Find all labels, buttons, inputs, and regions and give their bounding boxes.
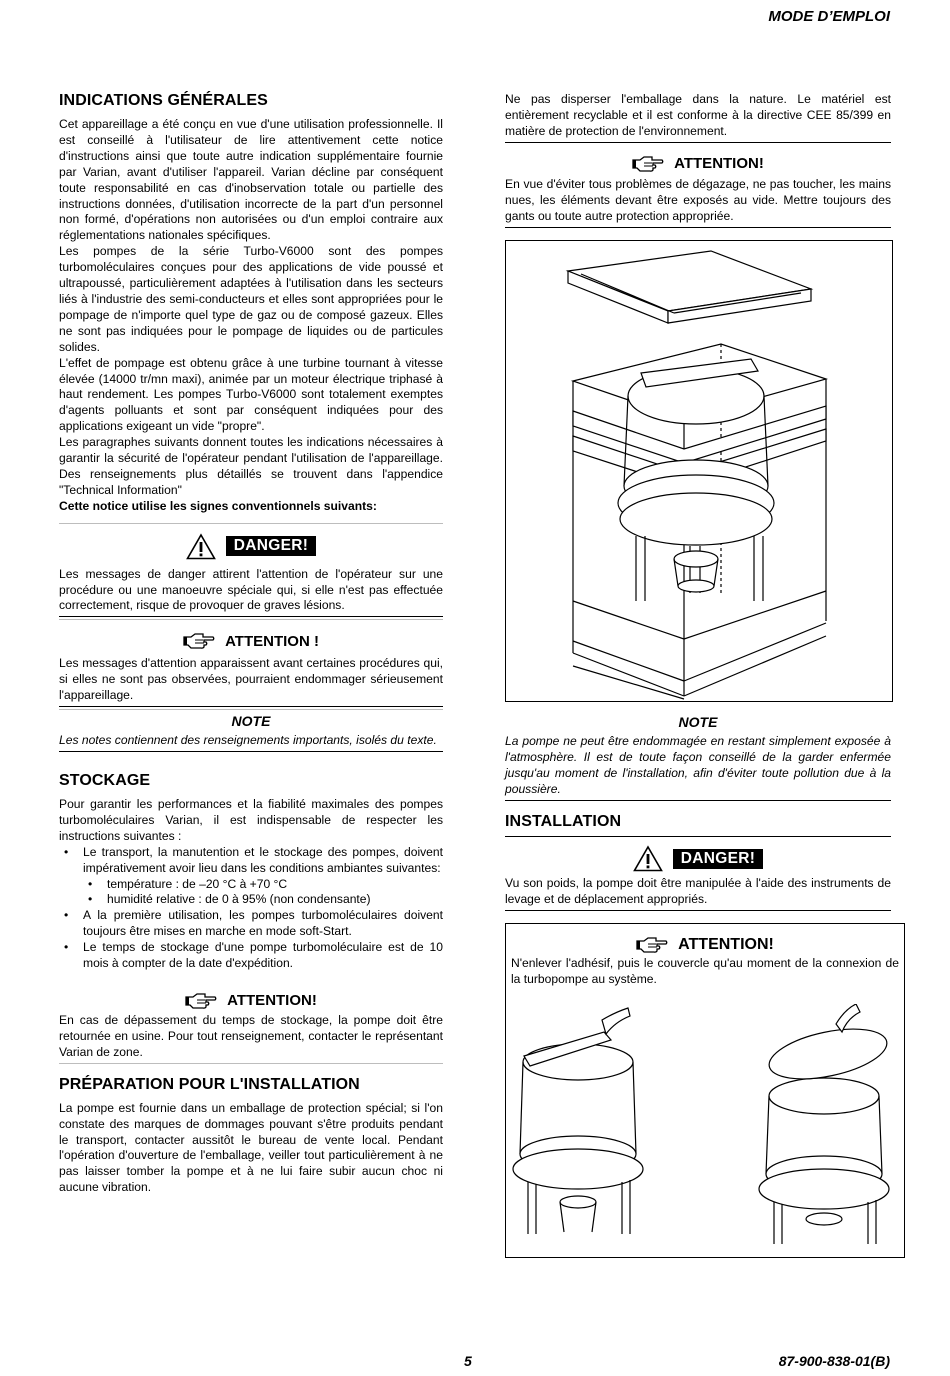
pump-crate-figure <box>505 240 893 702</box>
document-number: 87-900-838-01(B) <box>778 1353 890 1369</box>
installation-danger-banner <box>505 845 891 872</box>
list-item: • humidité relative : de 0 à 95% (non condensante) <box>107 892 443 908</box>
packaging-text: Ne pas disperser l'emballage dans la nature. Le matériel est entièrement recyclable et il est conforme à la directive CEE 85/399 en matière de protection de l'environnement. <box>505 92 891 138</box>
divider <box>59 751 443 752</box>
divider <box>59 523 443 524</box>
attention-label: ATTENTION! <box>227 992 317 1010</box>
right-column <box>505 92 899 1258</box>
divider <box>505 910 891 911</box>
stockage-sublist <box>83 877 443 909</box>
installation-danger-text: Vu son poids, la pompe doit être manipulée à l'aide des instruments de levage et de déplacement appropriés. <box>505 876 891 906</box>
indications-para-2: Les pompes de la série Turbo-V6000 sont des pompes turbomoléculaires conçues pour des applications de vide poussé et ultrapoussé, particulièrement adaptées à l'utilisation dans les secteurs liés à l'industrie des semi-conducteurs et elles sont appropriées pour le pompage de n'importe quel type de gaz ou de composé gazeux. Elles ne sont pas indiquées pour le pompage de liquides ou de particules solides. <box>59 244 443 354</box>
list-item: • température : de –20 °C à +70 °C <box>107 877 443 893</box>
note-text: Les notes contiennent des renseignements importants, isolés du texte. <box>59 733 437 748</box>
warning-triangle-icon <box>186 533 216 560</box>
note-title: NOTE <box>678 714 718 731</box>
stockage-attention-text: En cas de dépassement du temps de stockage, la pompe doit être retournée en usine. Pour tout renseignement, contacter le représentant Varian de zone. <box>59 1012 443 1059</box>
heading-stockage: STOCKAGE <box>59 772 151 789</box>
conventions-line: Cette notice utilise les signes conventionnels suivants: <box>59 498 377 513</box>
list-item: • A la première utilisation, les pompes turbomoléculaires doivent toujours être mises en marche en mode soft-Start. <box>83 908 443 940</box>
attention-label: ATTENTION! <box>674 155 764 173</box>
installation-attention-text: N'enlever l'adhésif, puis le couvercle qu'au moment de la connexion de la turbopompe au système. <box>511 955 899 986</box>
stockage-list <box>59 845 443 972</box>
indications-para-3: L'effet de pompage est obtenu grâce à une turbine tournant à vitesse élevée (14000 tr/mn maxi), animée par un moteur électrique triphasé à haut rendement. Les pompes Turbo-V6000 sont totalement exemptes d'agents polluants et sont par conséquent indiquées pour des applications exigeant un vide "propre". <box>59 355 443 434</box>
heading-indications: INDICATIONS GÉNÉRALES <box>59 92 268 109</box>
note-text: La pompe ne peut être endommagée en restant simplement exposée à l'atmosphère. Il est de toute façon conseillé de la garder enfermée jusqu'au moment de l'installation, afin d'éviter toute pollution due à la poussière. <box>505 734 891 797</box>
attention-text: Les messages d'attention apparaissent avant certaines procédures qui, si elles ne sont pas observées, pourraient endommager sérieusement l'appareillage. <box>59 656 443 703</box>
page-number: 5 <box>464 1353 472 1369</box>
pump-in-crate-illustration <box>506 241 892 701</box>
attention-label: ATTENTION! <box>678 935 774 953</box>
danger-banner <box>59 533 443 560</box>
stockage-attention-banner <box>59 992 443 1010</box>
note-title: NOTE <box>231 713 271 730</box>
attention-banner <box>505 155 891 173</box>
pointing-hand-icon <box>183 632 215 650</box>
list-item: • Le temps de stockage d'une pompe turbomoléculaire est de 10 mois à compter de la date d'expédition. <box>83 940 443 972</box>
degassing-attention-text: En vue d'éviter tous problèmes de dégazage, ne pas toucher, les mains nues, les éléments devant être exposés au vide. Mettre toujours des gants ou toute autre protection appropriée. <box>505 176 891 223</box>
divider <box>59 616 443 617</box>
installation-attention-box <box>505 923 905 1258</box>
divider <box>505 836 891 837</box>
indications-para-1: Cet appareillage a été conçu en vue d'une utilisation professionnelle. Il est conseillé à l'utilisateur de lire attentivement cette notice d'instructions ainsi que toute autre indication supplémentaire fournie par Varian, avant d'utiliser l'appareil. Varian décline par conséquent toute responsabilité en cas d'inobservation totale ou partielle des instructions données, d'utilisation incorrecte de la part d'un personnel non formé, d'opérations non autorisées ou d'un emploi contraire aux réglementations nationales spécifiques. <box>59 117 443 243</box>
lid-removal-illustration <box>506 1004 904 1254</box>
pointing-hand-icon <box>636 936 668 954</box>
divider <box>59 619 443 620</box>
attention-banner <box>506 936 904 954</box>
preparation-text: La pompe est fournie dans un emballage de protection spécial; si l'on constate des marques de dommages pouvant s'être produits pendant le transport, contacter aussitôt le bureau de vente local. Pendant l'opération d'ouverture de l'emballage, veiller tout particulièrement à ne pas laisser tomber la pompe et à ne lui faire subir aucun choc ni aucune vibration. <box>59 1100 443 1195</box>
danger-text: Les messages de danger attirent l'attention de l'opérateur sur une procédure ou une manoeuvre spéciale qui, si elle n'est pas effectuée correctement, risque de provoquer de graves lésions. <box>59 566 443 613</box>
stockage-intro: Pour garantir les performances et la fiabilité maximales des pompes turbomoléculaires Varian, il est indispensable de respecter les instructions suivantes : <box>59 797 443 843</box>
pointing-hand-icon <box>632 155 664 173</box>
danger-badge: DANGER! <box>226 536 316 556</box>
heading-preparation: PRÉPARATION POUR L'INSTALLATION <box>59 1075 360 1093</box>
indications-para-4: Les paragraphes suivants donnent toutes les indications nécessaires à garantir la sécurité de l'opérateur pendant l'utilisation de l'appareillage. Des renseignements plus détaillés se trouvent dans l'appendice "Technical Information" <box>59 435 443 497</box>
divider <box>59 1063 443 1064</box>
list-item: • Le transport, la manutention et le stockage des pompes, doivent impérativement avoir lieu dans les conditions ambiantes suivantes: • température : de –20 °C à +70 °C • humidité relative : de 0 à 95% (non condensante) <box>83 845 443 909</box>
warning-triangle-icon <box>633 845 663 872</box>
divider <box>59 709 443 710</box>
heading-installation: INSTALLATION <box>505 813 622 831</box>
divider <box>505 800 891 801</box>
page-header-title: MODE D’EMPLOI <box>768 8 890 25</box>
pointing-hand-icon <box>185 992 217 1010</box>
divider <box>59 706 443 707</box>
divider <box>505 142 891 143</box>
danger-badge: DANGER! <box>673 849 763 869</box>
left-column <box>59 92 443 1196</box>
attention-label: ATTENTION ! <box>225 632 319 650</box>
divider <box>505 227 891 228</box>
attention-banner <box>59 632 443 650</box>
